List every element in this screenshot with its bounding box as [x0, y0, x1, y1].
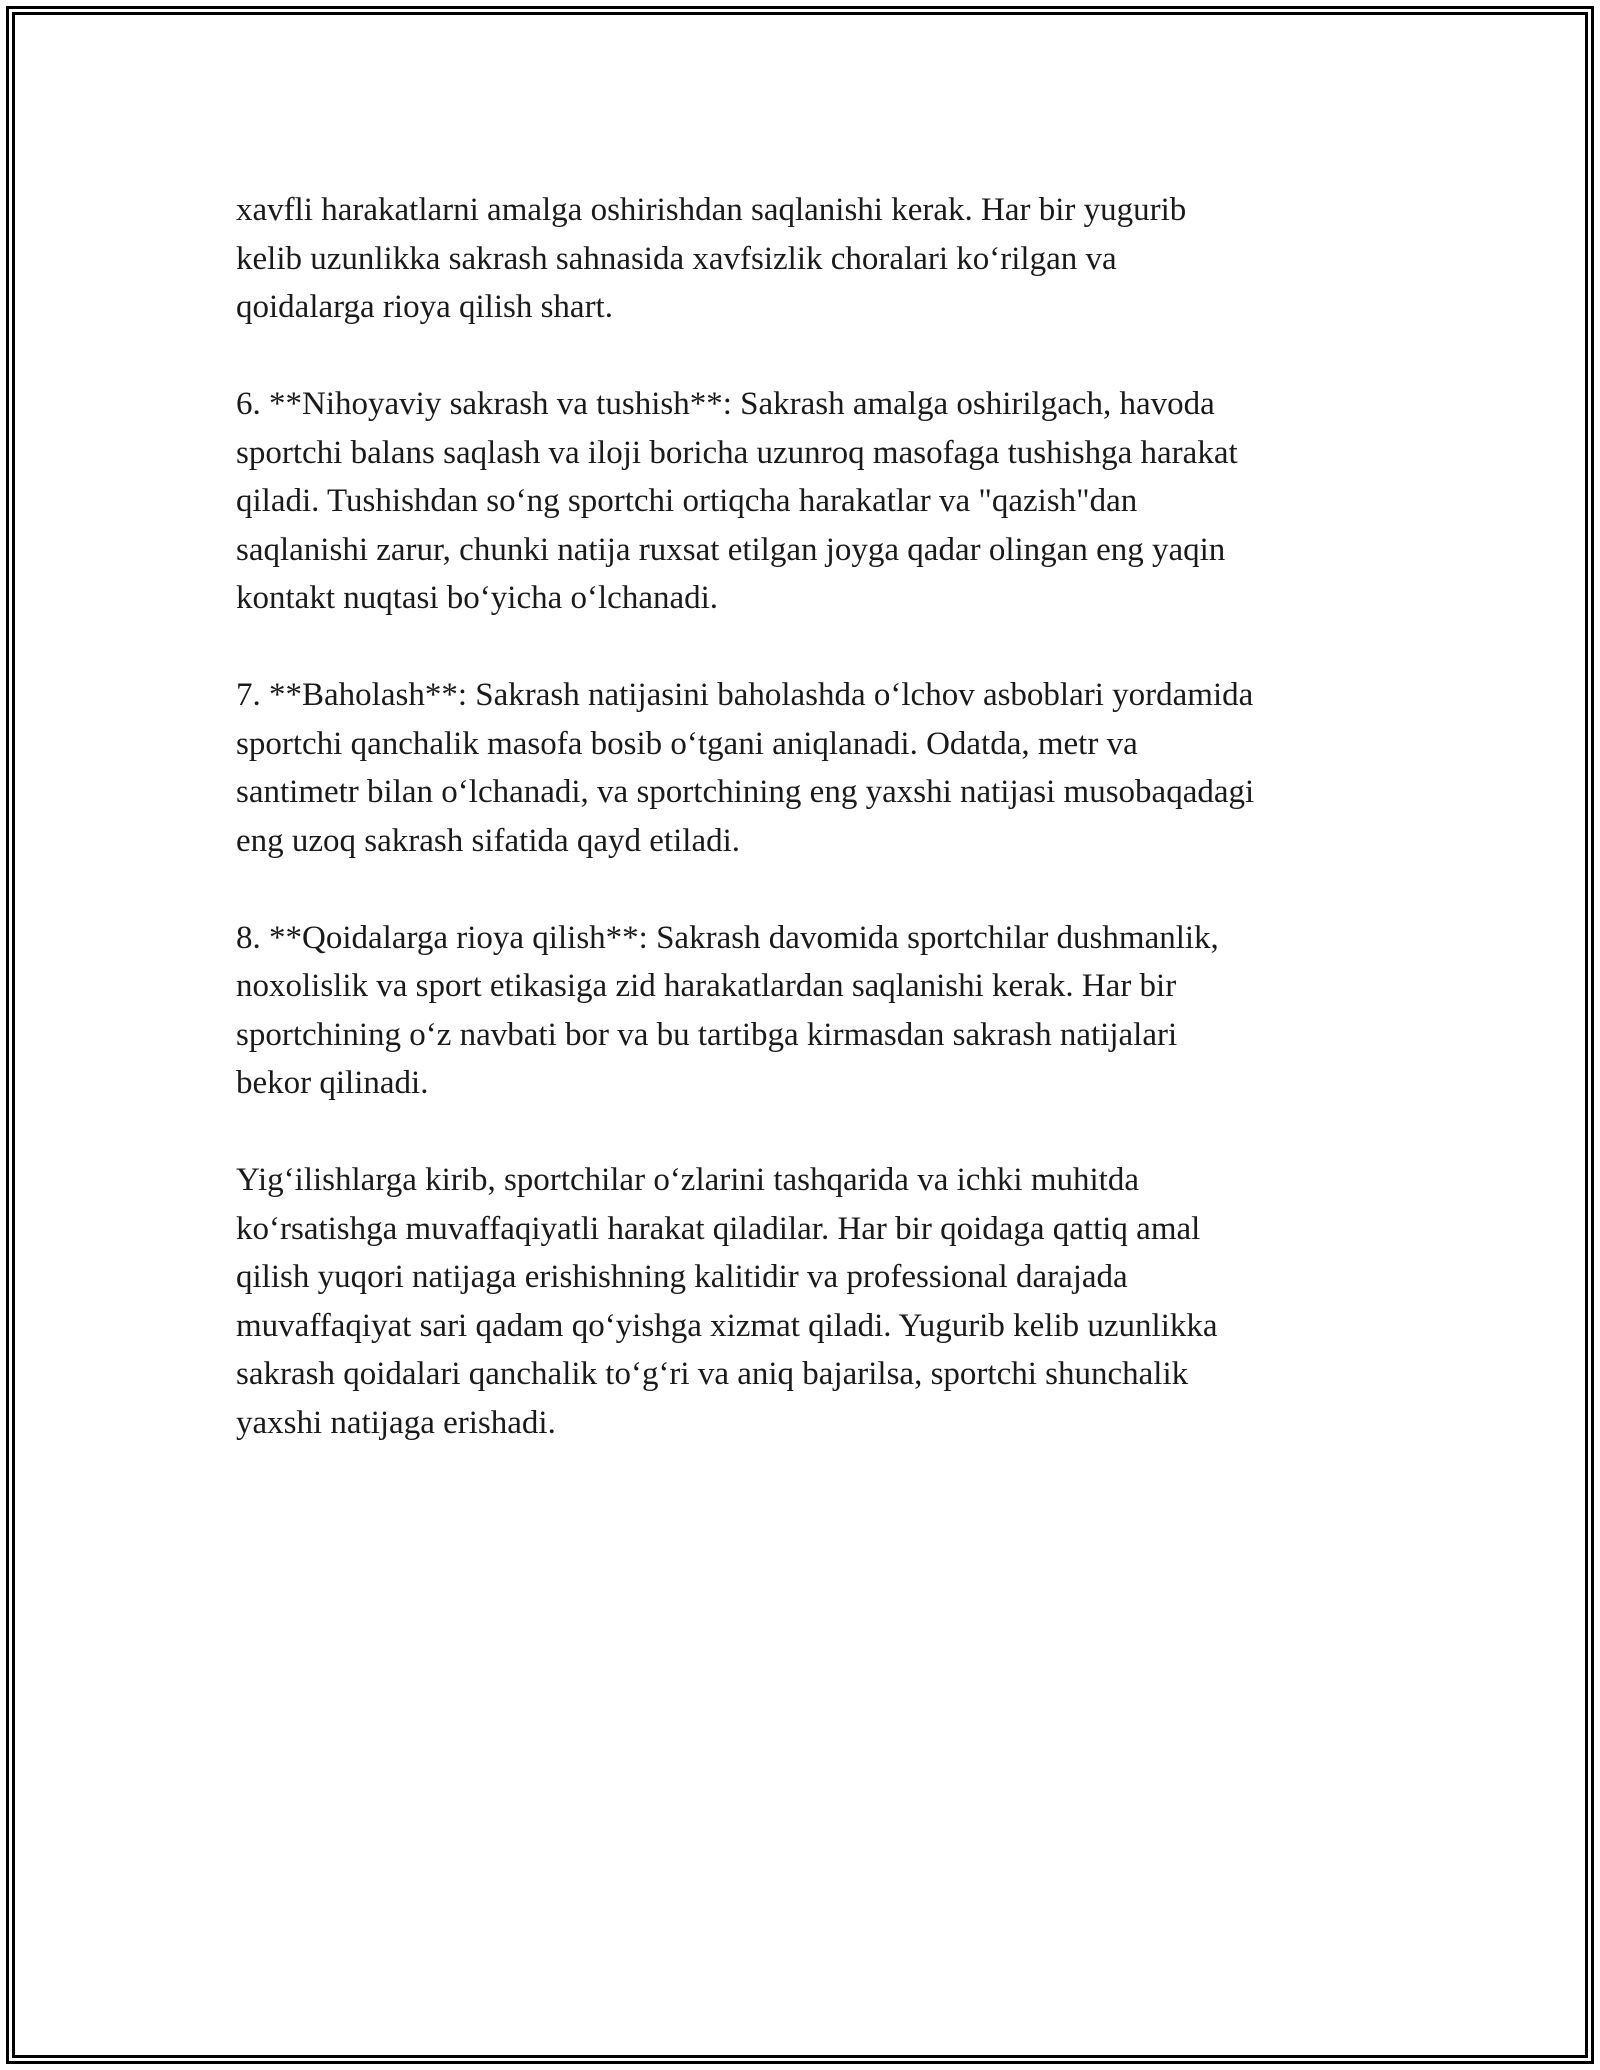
text-line: koʻrsatishga muvaffaqiyatli harakat qiladilar. Har bir qoidaga qattiq amal: [236, 1210, 1201, 1247]
text-line: sportchi qanchalik masofa bosib oʻtgani aniqlanadi. Odatda, metr va: [236, 725, 1138, 762]
text-line: sportchi balans saqlash va iloji boricha uzunroq masofaga tushishga harakat: [236, 434, 1238, 471]
text-line: qilish yuqori natijaga erishishning kalitidir va professional darajada: [236, 1259, 1128, 1295]
text-line: sportchining oʻz navbati bor va bu tartibga kirmasdan sakrash natijalari: [236, 1016, 1178, 1053]
text-line: Yigʻilishlarga kirib, sportchilar oʻzlarini tashqarida va ichki muhitda: [236, 1162, 1139, 1198]
paragraph-item-7-evaluation: [236, 671, 1396, 865]
text-line: saqlanishi zarur, chunki natija ruxsat etilgan joyga qadar olingan eng yaqin: [236, 531, 1226, 568]
text-line: yaxshi natijaga erishadi.: [236, 1404, 556, 1441]
text-line: eng uzoq sakrash sifatida qayd etiladi.: [236, 822, 741, 859]
paragraph-item-8-rules: [236, 914, 1396, 1108]
text-line: 8. **Qoidalarga rioya qilish**: Sakrash davomida sportchilar dushmanlik,: [236, 919, 1219, 956]
text-line: qoidalarga rioya qilish shart.: [236, 289, 613, 325]
text-line: kelib uzunlikka sakrash sahnasida xavfsizlik choralari koʻrilgan va: [236, 240, 1117, 277]
document-body: [236, 186, 1396, 1496]
text-line: xavfli harakatlarni amalga oshirishdan saqlanishi kerak. Har bir yugurib: [236, 192, 1187, 228]
text-line: bekor qilinadi.: [236, 1065, 429, 1101]
paragraph-safety-end: [236, 186, 1396, 332]
text-line: 7. **Baholash**: Sakrash natijasini baholashda oʻlchov asboblari yordamida: [236, 677, 1254, 713]
paragraph-item-6-final-jump: [236, 380, 1396, 623]
text-line: 6. **Nihoyaviy sakrash va tushish**: Sakrash amalga oshirilgach, havoda: [236, 386, 1215, 422]
paragraph-conclusion: [236, 1156, 1396, 1447]
text-line: muvaffaqiyat sari qadam qoʻyishga xizmat qiladi. Yugurib kelib uzunlikka: [236, 1307, 1218, 1344]
text-line: noxolislik va sport etikasiga zid harakatlardan saqlanishi kerak. Har bir: [236, 968, 1177, 1004]
text-line: sakrash qoidalari qanchalik toʻgʻri va aniq bajarilsa, sportchi shunchalik: [236, 1356, 1189, 1392]
text-line: santimetr bilan oʻlchanadi, va sportchining eng yaxshi natijasi musobaqadagi: [236, 774, 1255, 810]
text-line: kontakt nuqtasi boʻyicha oʻlchanadi.: [236, 580, 719, 616]
text-line: qiladi. Tushishdan soʻng sportchi ortiqcha harakatlar va "qazish"dan: [236, 483, 1138, 519]
